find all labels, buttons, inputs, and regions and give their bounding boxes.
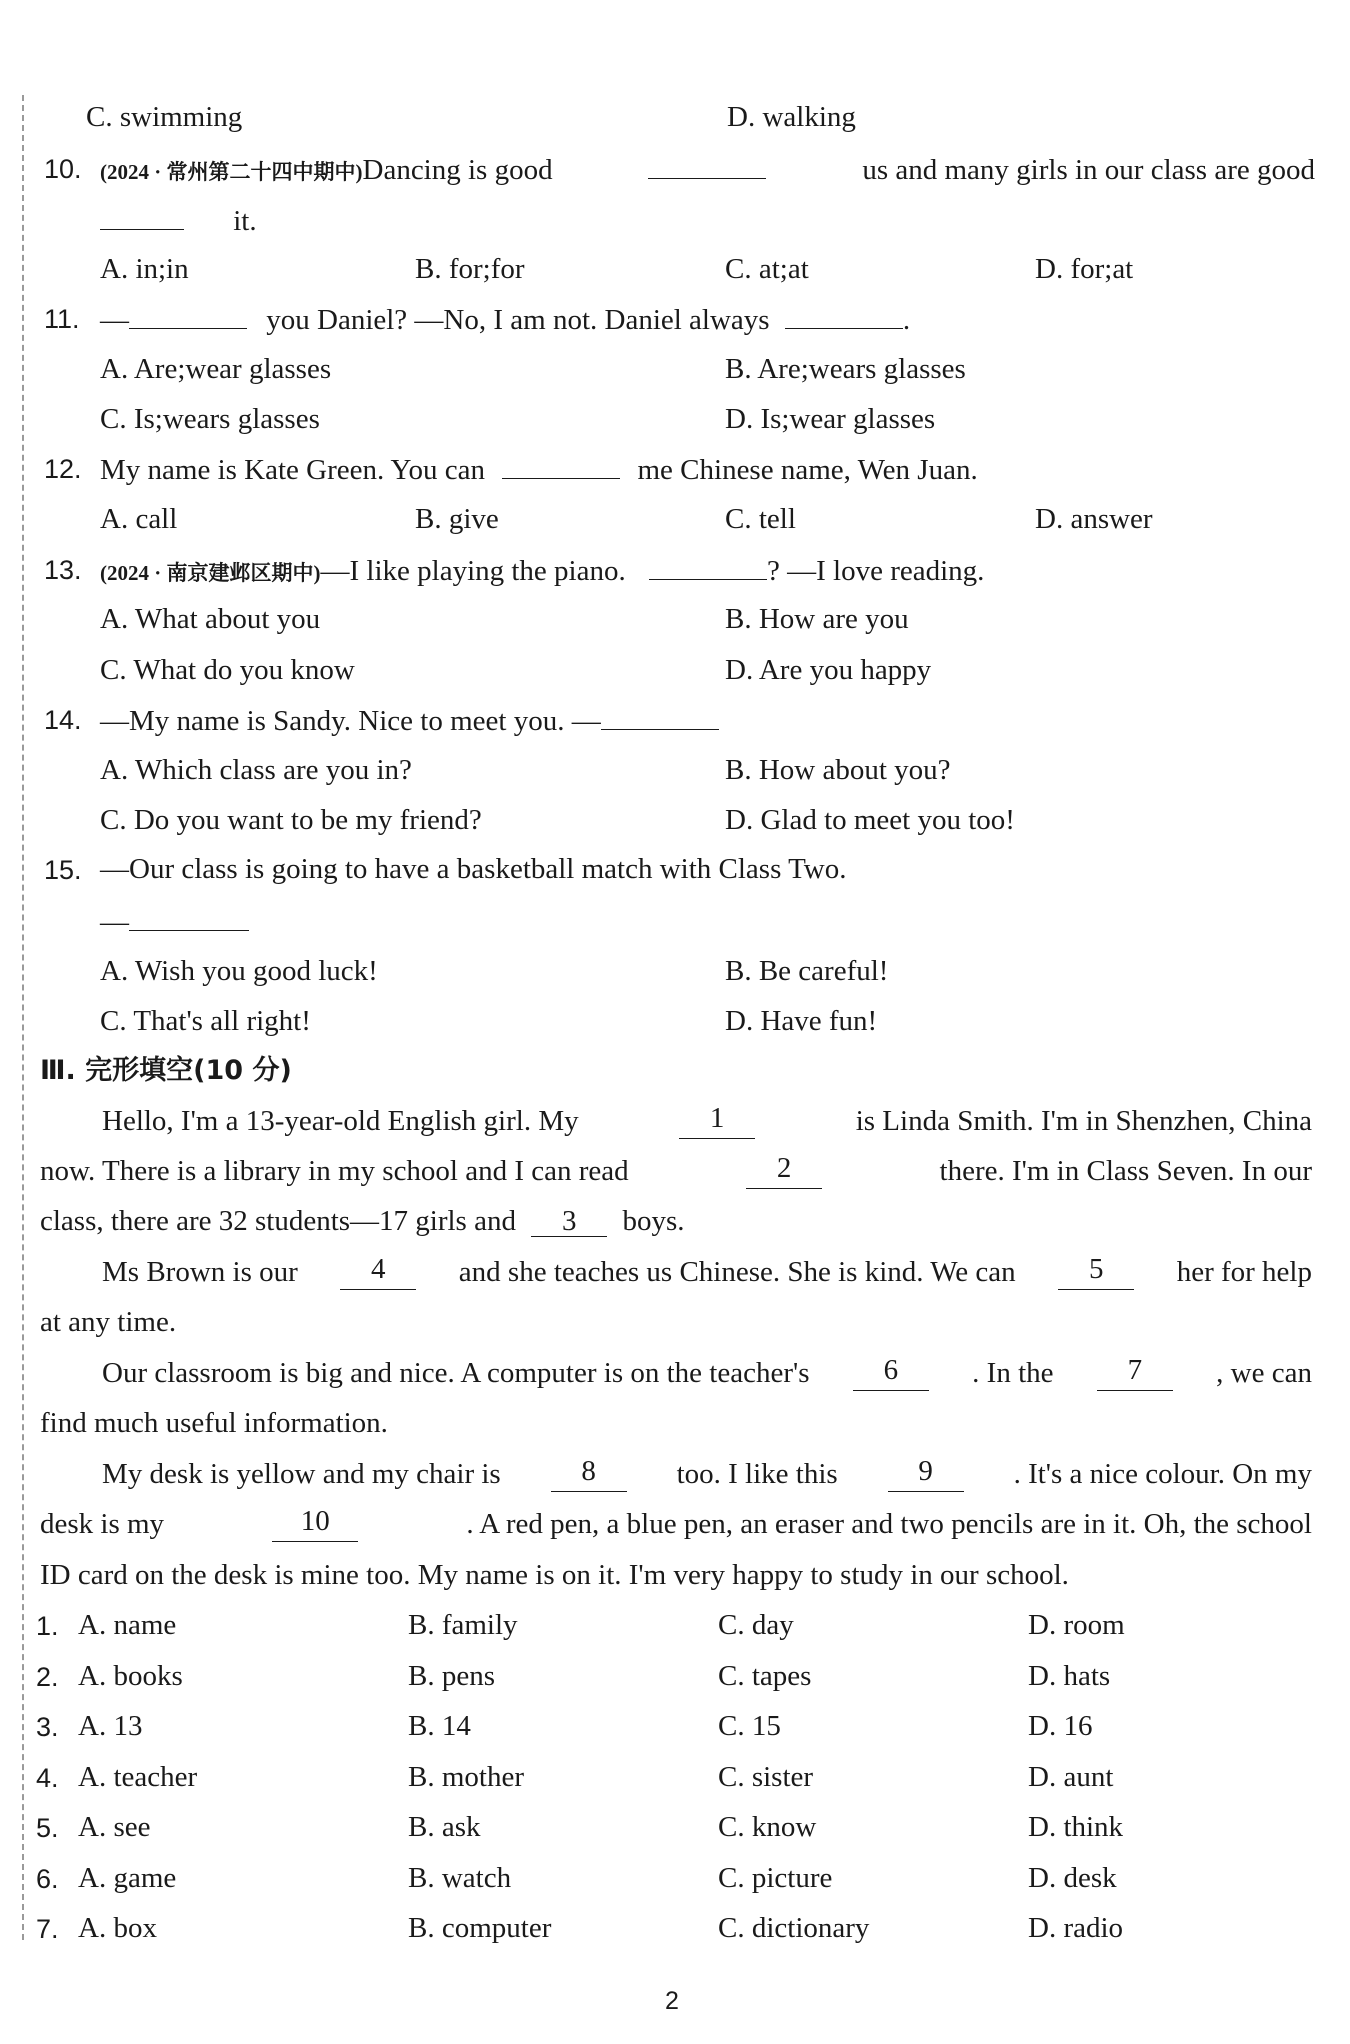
cloze-option-a: A. teacher bbox=[78, 1761, 198, 1793]
q14-stem: —My name is Sandy. Nice to meet you. — bbox=[100, 701, 719, 739]
question-number: 10. bbox=[44, 154, 82, 184]
q10-option-b: B. for;for bbox=[415, 253, 525, 285]
numbered-blank: 2 bbox=[746, 1153, 822, 1189]
cloze-option-c: C. day bbox=[718, 1609, 794, 1641]
passage-line: Our classroom is big and nice. A computer is on the teacher's 6 . In the 7 , we can bbox=[102, 1354, 1312, 1389]
q13-option-d: D. Are you happy bbox=[725, 654, 932, 686]
answer-blank bbox=[601, 701, 719, 730]
source-tag: (2024 · 南京建邺区期中) bbox=[100, 561, 321, 585]
q13-option-c: C. What do you know bbox=[100, 654, 355, 686]
q12-stem: My name is Kate Green. You can me Chinese name, Wen Juan. bbox=[100, 450, 978, 488]
cloze-option-number: 2. bbox=[36, 1662, 59, 1692]
cloze-option-number: 3. bbox=[36, 1712, 59, 1742]
passage-line: at any time. bbox=[40, 1306, 177, 1338]
cloze-option-b: B. family bbox=[408, 1609, 518, 1641]
question-number: 14. bbox=[44, 705, 82, 735]
numbered-blank: 6 bbox=[853, 1355, 929, 1391]
q11-stem: — you Daniel? —No, I am not. Daniel always . bbox=[100, 300, 910, 338]
q10-option-c: C. at;at bbox=[725, 253, 809, 285]
q13-option-b: B. How are you bbox=[725, 603, 909, 635]
cloze-option-a: A. 13 bbox=[78, 1710, 143, 1742]
cloze-option-c: C. 15 bbox=[718, 1710, 781, 1742]
answer-blank bbox=[502, 450, 620, 479]
cloze-option-number: 1. bbox=[36, 1611, 59, 1641]
cloze-option-c: C. dictionary bbox=[718, 1912, 870, 1944]
q9-option-c: C. swimming bbox=[86, 101, 243, 133]
q12-option-b: B. give bbox=[415, 503, 499, 535]
numbered-blank: 7 bbox=[1097, 1355, 1173, 1391]
cloze-option-number: 7. bbox=[36, 1914, 59, 1944]
answer-blank bbox=[649, 551, 767, 580]
passage-line: class, there are 32 students—17 girls and 3 boys. bbox=[40, 1205, 685, 1237]
cloze-option-a: A. game bbox=[78, 1862, 177, 1894]
q14-option-d: D. Glad to meet you too! bbox=[725, 804, 1015, 836]
page-number: 2 bbox=[665, 1987, 679, 2015]
numbered-blank: 5 bbox=[1058, 1254, 1134, 1290]
cloze-option-d: D. room bbox=[1028, 1609, 1125, 1641]
cloze-option-d: D. radio bbox=[1028, 1912, 1124, 1944]
answer-blank bbox=[129, 902, 249, 931]
q14-option-b: B. How about you? bbox=[725, 754, 951, 786]
cloze-option-c: C. know bbox=[718, 1811, 817, 1843]
q15-option-b: B. Be careful! bbox=[725, 955, 889, 987]
cloze-option-d: D. 16 bbox=[1028, 1710, 1093, 1742]
q11-option-a: A. Are;wear glasses bbox=[100, 353, 332, 385]
binding-margin-line bbox=[22, 95, 24, 1940]
q14-option-a: A. Which class are you in? bbox=[100, 754, 412, 786]
q10-stem-cont: it. bbox=[100, 201, 257, 239]
q12-option-a: A. call bbox=[100, 503, 178, 535]
question-number: 11. bbox=[44, 304, 80, 334]
q11-option-c: C. Is;wears glasses bbox=[100, 403, 320, 435]
question-number: 13. bbox=[44, 555, 82, 585]
numbered-blank: 10 bbox=[272, 1506, 358, 1542]
q15-stem-reply: — bbox=[100, 902, 249, 940]
numbered-blank: 8 bbox=[551, 1456, 627, 1492]
answer-blank bbox=[648, 150, 766, 179]
passage-line: ID card on the desk is mine too. My name is on it. I'm very happy to study in our school. bbox=[40, 1559, 1069, 1591]
question-number: 15. bbox=[44, 855, 82, 885]
passage-line: now. There is a library in my school and I can read 2 there. I'm in Class Seven. In our bbox=[40, 1152, 1312, 1187]
answer-blank bbox=[100, 201, 184, 230]
cloze-option-c: C. sister bbox=[718, 1761, 814, 1793]
numbered-blank: 9 bbox=[888, 1456, 964, 1492]
cloze-option-b: B. watch bbox=[408, 1862, 512, 1894]
numbered-blank: 1 bbox=[679, 1103, 755, 1139]
q10-option-d: D. for;at bbox=[1035, 253, 1134, 285]
q11-option-b: B. Are;wears glasses bbox=[725, 353, 966, 385]
cloze-option-b: B. 14 bbox=[408, 1710, 471, 1742]
q14-option-c: C. Do you want to be my friend? bbox=[100, 804, 482, 836]
cloze-option-number: 4. bbox=[36, 1763, 59, 1793]
cloze-option-a: A. books bbox=[78, 1660, 183, 1692]
q13-option-a: A. What about you bbox=[100, 603, 321, 635]
q11-option-d: D. Is;wear glasses bbox=[725, 403, 936, 435]
cloze-option-a: A. box bbox=[78, 1912, 157, 1944]
answer-blank bbox=[785, 300, 903, 329]
cloze-option-d: D. hats bbox=[1028, 1660, 1111, 1692]
section-title: Ⅲ. 完形填空(10 分) bbox=[40, 1055, 292, 1086]
cloze-option-c: C. tapes bbox=[718, 1660, 812, 1692]
q15-stem: —Our class is going to have a basketball match with Class Two. bbox=[100, 853, 847, 885]
q12-option-c: C. tell bbox=[725, 503, 796, 535]
source-tag: (2024 · 常州第二十四中期中) bbox=[100, 160, 363, 184]
answer-blank bbox=[129, 300, 247, 329]
q12-option-d: D. answer bbox=[1035, 503, 1153, 535]
cloze-option-number: 6. bbox=[36, 1864, 59, 1894]
cloze-option-b: B. computer bbox=[408, 1912, 552, 1944]
numbered-blank: 3 bbox=[531, 1206, 607, 1237]
passage-line: My desk is yellow and my chair is 8 too. I like this 9 . It's a nice colour. On my bbox=[102, 1455, 1312, 1490]
cloze-option-c: C. picture bbox=[718, 1862, 833, 1894]
passage-line: Hello, I'm a 13-year-old English girl. My 1 is Linda Smith. I'm in Shenzhen, China bbox=[102, 1102, 1312, 1137]
cloze-option-b: B. mother bbox=[408, 1761, 524, 1793]
q10-stem: (2024 · 常州第二十四中期中)Dancing is good us and many girls in our class are good bbox=[100, 150, 1315, 190]
numbered-blank: 4 bbox=[340, 1254, 416, 1290]
cloze-option-d: D. think bbox=[1028, 1811, 1124, 1843]
q15-option-a: A. Wish you good luck! bbox=[100, 955, 378, 987]
q15-option-c: C. That's all right! bbox=[100, 1005, 311, 1037]
question-number: 12. bbox=[44, 454, 82, 484]
passage-line: find much useful information. bbox=[40, 1407, 388, 1439]
q9-option-d: D. walking bbox=[727, 101, 856, 133]
cloze-option-b: B. pens bbox=[408, 1660, 495, 1692]
passage-line: Ms Brown is our 4 and she teaches us Chinese. She is kind. We can 5 her for help bbox=[102, 1253, 1312, 1288]
q10-option-a: A. in;in bbox=[100, 253, 189, 285]
cloze-option-a: A. see bbox=[78, 1811, 151, 1843]
cloze-option-a: A. name bbox=[78, 1609, 177, 1641]
cloze-option-b: B. ask bbox=[408, 1811, 481, 1843]
cloze-option-d: D. desk bbox=[1028, 1862, 1117, 1894]
q13-stem: (2024 · 南京建邺区期中)—I like playing the piano. ? —I love reading. bbox=[100, 551, 984, 591]
cloze-option-number: 5. bbox=[36, 1813, 59, 1843]
passage-line: desk is my 10 . A red pen, a blue pen, an eraser and two pencils are in it. Oh, the school bbox=[40, 1505, 1312, 1540]
q15-option-d: D. Have fun! bbox=[725, 1005, 878, 1037]
cloze-option-d: D. aunt bbox=[1028, 1761, 1114, 1793]
